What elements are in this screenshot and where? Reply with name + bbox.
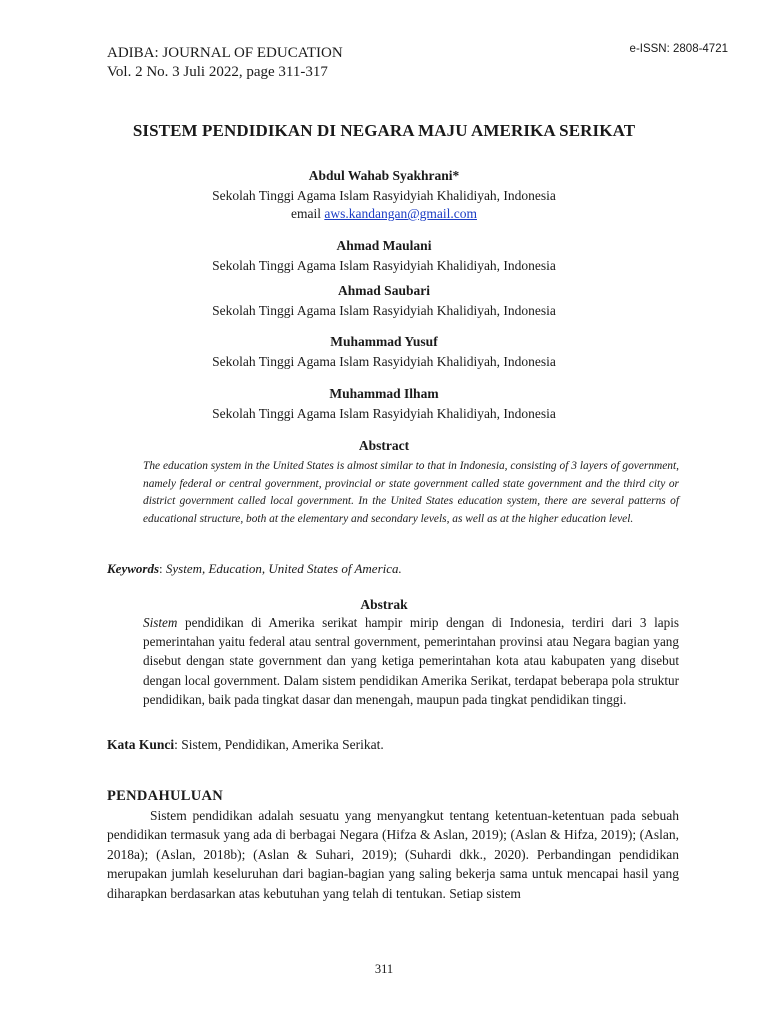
author-affiliation: Sekolah Tinggi Agama Islam Rasyidyiah Khalidiyah, Indonesia xyxy=(212,258,556,273)
keywords-line xyxy=(107,561,402,577)
author-email-line xyxy=(0,205,768,223)
keywords-value: System, Education, United States of America. xyxy=(165,561,402,576)
eissn-label: e-ISSN: 2808-4721 xyxy=(629,43,728,55)
paper-title: SISTEM PENDIDIKAN DI NEGARA MAJU AMERIKA SERIKAT xyxy=(132,121,636,140)
author-block xyxy=(0,332,768,371)
section-heading: PENDAHULUAN xyxy=(107,788,224,804)
keywords-label: Keywords xyxy=(107,561,159,576)
email-link[interactable]: aws.kandangan@gmail.com xyxy=(324,206,477,221)
section-body: Sistem pendidikan adalah sesuatu yang menyangkut tentang ketentuan-ketentuan pada sebuah pendidikan termasuk yang ada di berbagai Negara (Hifza & Aslan, 2019); (Aslan & Hifza, 2019); (Aslan, 2018a); (Aslan, 2018b); (Aslan & Suhari, 2019); (Suhardi dkk., 2020). Perbandingan pendidikan merupakan jumlah keseluruhan dari bagian-bagian yang saling bekerja sama untuk mencapai hasil yang diharapkan berdasarkan atas kebutuhan yang telah di tentukan. Setiap sistem xyxy=(107,808,679,901)
author-block xyxy=(0,281,768,320)
abstract-heading: Abstract xyxy=(358,438,410,453)
author-block xyxy=(0,236,768,275)
abstract-text: The education system in the United States is almost similar to that in Indonesia, consisting of 3 layers of government, namely federal or central government, provincial or state government called state government and the third city or district government called local government. In the United States education system, there are several patterns of educational structure, both at the elementary and secondary levels, as well as at the higher education level. xyxy=(143,460,679,525)
kata-kunci-label: Kata Kunci xyxy=(107,737,175,752)
keywords-separator: : xyxy=(159,561,166,576)
abstrak-first-word: Sistem xyxy=(143,615,178,630)
author-list xyxy=(0,166,768,423)
author-name: Ahmad Maulani xyxy=(336,238,432,253)
abstrak-heading: Abstrak xyxy=(360,597,408,612)
running-header xyxy=(107,44,343,82)
author-name: Muhammad Yusuf xyxy=(330,334,438,349)
author-block xyxy=(0,384,768,423)
kata-kunci-value: : Sistem, Pendidikan, Amerika Serikat. xyxy=(174,737,384,752)
author-block xyxy=(0,166,768,223)
author-affiliation: Sekolah Tinggi Agama Islam Rasyidyiah Khalidiyah, Indonesia xyxy=(212,354,556,369)
abstrak-text xyxy=(143,613,679,709)
journal-name: ADIBA: JOURNAL OF EDUCATION xyxy=(107,45,343,61)
volume-info: Vol. 2 No. 3 Juli 2022, page 311-317 xyxy=(107,64,328,80)
page-number: 311 xyxy=(374,962,394,976)
author-affiliation: Sekolah Tinggi Agama Islam Rasyidyiah Khalidiyah, Indonesia xyxy=(212,188,556,203)
author-name: Ahmad Saubari xyxy=(338,283,430,298)
author-affiliation: Sekolah Tinggi Agama Islam Rasyidyiah Khalidiyah, Indonesia xyxy=(212,406,556,421)
author-affiliation: Sekolah Tinggi Agama Islam Rasyidyiah Khalidiyah, Indonesia xyxy=(212,303,556,318)
email-prefix: email xyxy=(290,206,325,221)
author-name: Abdul Wahab Syakhrani* xyxy=(308,168,460,183)
author-name: Muhammad Ilham xyxy=(329,386,439,401)
kata-kunci-line xyxy=(107,737,384,753)
abstrak-body: pendidikan di Amerika serikat hampir mirip dengan di Indonesia, terdiri dari 3 lapis pemerintahan yaitu federal atau sentral government, pemerintahan provinsi atau Negara bagian yang disebut dengan state government dan yang ketiga pemerintahan kota atau kabupaten yang disebut dengan local government. Dalam sistem pendidikan Amerika Serikat, terdapat beberapa pola struktur pendidikan, baik pada tingkat dasar dan menengah, maupun pada tingkat pendidikan tinggi. xyxy=(143,615,679,707)
